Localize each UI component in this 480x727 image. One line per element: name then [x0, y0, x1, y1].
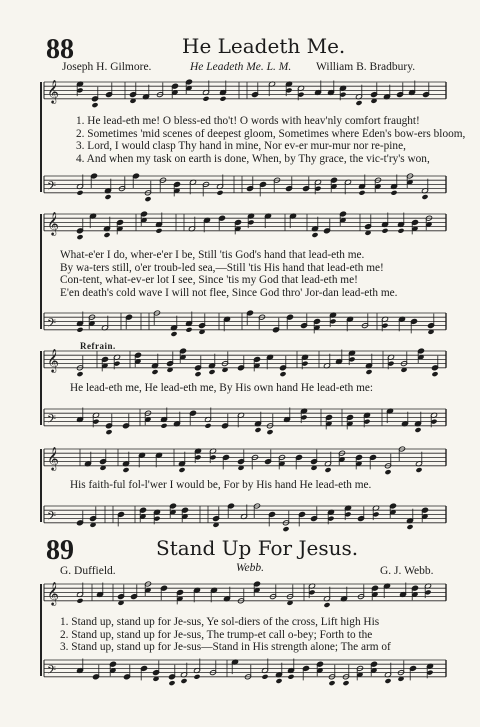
- note-head: [202, 96, 209, 102]
- bass-clef: 𝄢: [47, 412, 57, 429]
- note-head: [342, 680, 349, 686]
- bass-clef: 𝄢: [47, 663, 57, 680]
- note-head: [122, 467, 129, 473]
- note-head: [275, 678, 282, 684]
- note-head: [180, 678, 187, 684]
- bass-clef: 𝄢: [47, 179, 57, 196]
- note-head: [193, 674, 200, 680]
- bass-clef: 𝄢: [47, 316, 57, 333]
- note-head: [381, 228, 388, 234]
- verse-line: 3. Lord, I would clasp Thy hand in mine, Nor ev-er mur-mur nor re-pine,: [76, 140, 406, 152]
- verse-line: E'en death's cold wave I will not flee, Since God thro' Jor-dan lead-eth me.: [60, 286, 398, 299]
- refrain-label: Refrain.: [80, 341, 116, 351]
- note-head: [216, 190, 223, 196]
- note-head: [194, 371, 201, 377]
- hymn-88-title: He Leadeth Me.: [182, 34, 346, 58]
- hymn-88-number: 88: [46, 34, 74, 65]
- note-head: [76, 190, 83, 196]
- note-head: [144, 196, 151, 202]
- note-head: [204, 423, 211, 429]
- verse-line: 1. Stand up, stand up for Je-sus, Ye sol-diers of the cross, Lift high His: [60, 616, 380, 628]
- verse-line: 2. Sometimes 'mid scenes of deepest gloom, Sometimes where Eden's bow-ers bloom,: [76, 127, 466, 140]
- note-head: [397, 228, 404, 234]
- note-head: [76, 598, 83, 604]
- treble-clef: 𝄞: [47, 580, 59, 605]
- note-head: [76, 327, 83, 333]
- verse-line: Con-tent, what-ev-er lot I see, Since 'tis my God that lead-eth me!: [60, 274, 358, 286]
- note-head: [287, 674, 294, 680]
- note-head: [76, 371, 83, 377]
- treble-clef: 𝄞: [47, 445, 59, 470]
- hymn-88-tune: He Leadeth Me. L. M.: [190, 61, 292, 73]
- note-head: [279, 371, 286, 377]
- note-head: [105, 429, 112, 435]
- note-head: [160, 423, 167, 429]
- note-head: [155, 228, 162, 234]
- treble-clef: 𝄞: [47, 78, 59, 103]
- verse-line: What-e'er I do, wher-e'er I be, Still 'tis God's hand that lead-eth me.: [60, 249, 365, 261]
- hymn-88-system1-verses: [76, 115, 465, 165]
- note-head: [355, 100, 362, 106]
- note-head: [358, 190, 365, 196]
- note-head: [178, 467, 185, 473]
- note-head: [431, 371, 438, 377]
- hymn-89-number: 89: [46, 535, 74, 566]
- note-head: [421, 194, 428, 200]
- hymn-89-verses: [60, 616, 391, 654]
- verse-line: By wa-ters still, o'er troub-led sea,—Still 'tis His hand that lead-eth me!: [60, 261, 384, 274]
- note-head: [365, 369, 372, 375]
- note-head: [185, 327, 192, 333]
- note-head: [406, 524, 413, 530]
- note-head: [103, 232, 110, 238]
- note-head: [254, 427, 261, 433]
- note-head: [384, 678, 391, 684]
- hymn-89-composer: G. J. Webb.: [380, 565, 434, 577]
- refrain-line-1: He lead-eth me, He lead-eth me, By His own hand He lead-eth me:: [70, 382, 374, 394]
- note-head: [91, 102, 98, 108]
- bass-clef: 𝄢: [47, 509, 57, 526]
- treble-clef: 𝄞: [47, 210, 59, 235]
- hymn-89-tune: Webb.: [236, 562, 265, 574]
- verse-line: 3. Stand up, stand up for Je-sus—Stand in His strength alone; The arm of: [60, 641, 391, 653]
- note-head: [151, 369, 158, 375]
- note-head: [415, 467, 422, 473]
- hymn-88-composer: William B. Bradbury.: [316, 61, 416, 73]
- hymn-88-author: Joseph H. Gilmore.: [62, 61, 152, 73]
- note-head: [266, 429, 273, 435]
- verse-line: 1. He lead-eth me! O bless-ed tho't! O words with heav'nly comfort fraught!: [76, 115, 420, 127]
- refrain-line-2: His faith-ful fol-l'wer I would be, For by His hand He lead-eth me.: [70, 479, 372, 491]
- note-head: [390, 190, 397, 196]
- note-head: [104, 194, 111, 200]
- note-head: [323, 602, 330, 608]
- verse-line: 2. Stand up, stand up for Je-sus, The trump-et call o-bey; Forth to the: [60, 628, 373, 641]
- note-head: [261, 674, 268, 680]
- note-head: [208, 369, 215, 375]
- note-head: [324, 467, 331, 473]
- hymn-89-author: G. Duffield.: [60, 565, 116, 577]
- treble-clef: 𝄞: [47, 347, 59, 372]
- verse-line: 4. And when my task on earth is done, When, by Thy grace, the vic-t'ry's won,: [76, 152, 430, 165]
- note-head: [384, 469, 391, 475]
- note-head: [311, 232, 318, 238]
- hymn-88-system2-verses: [60, 249, 397, 299]
- note-head: [328, 680, 335, 686]
- note-head: [76, 234, 83, 240]
- note-head: [414, 427, 421, 433]
- note-head: [168, 680, 175, 686]
- note-head: [282, 526, 289, 532]
- hymn-89-title: Stand Up For Jesus.: [156, 536, 359, 560]
- note-head: [170, 331, 177, 337]
- note-head: [219, 96, 226, 102]
